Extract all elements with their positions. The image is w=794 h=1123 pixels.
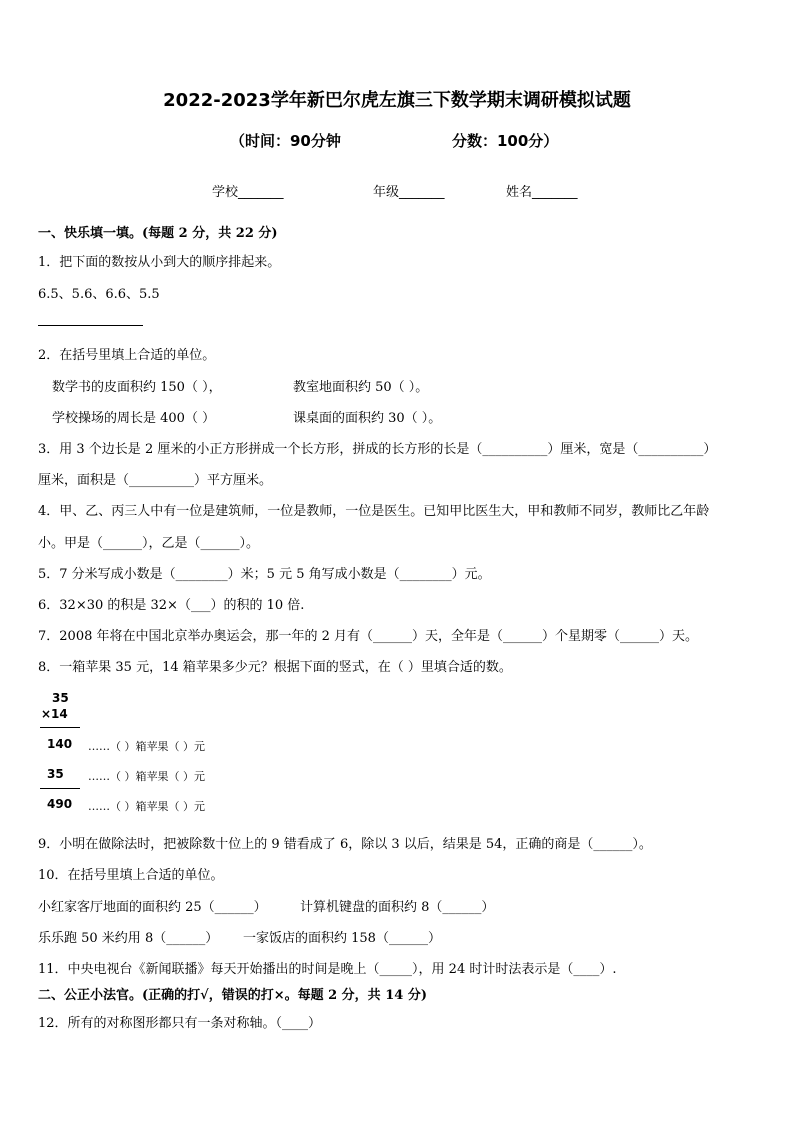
question-2: 2．在括号里填上合适的单位。 xyxy=(38,348,216,363)
question-1-numbers: 6.5、5.6、6.6、5.5 xyxy=(38,287,160,302)
question-2-c: 学校操场的周长是 400（ ） xyxy=(52,411,216,426)
question-2-a: 数学书的皮面积约 150（ ）， xyxy=(52,380,222,395)
calc-row-2: ……（ ）箱苹果（ ）元 xyxy=(88,770,205,783)
school-field[interactable]: 学校_______ xyxy=(212,185,284,200)
question-9: 9．小明在做除法时，把被除数十位上的 9 错看成了 6，除以 3 以后，结果是 54，正确的商是（______）。 xyxy=(38,837,652,852)
question-3-line-2: 厘米，面积是（__________）平方厘米。 xyxy=(38,473,273,488)
question-1: 1．把下面的数按从小到大的顺序排起来。 xyxy=(38,255,281,270)
answer-line[interactable] xyxy=(38,325,143,326)
question-10-d: 一家饭店的面积约 158（______） xyxy=(243,931,441,946)
calc-row-3: ……（ ）箱苹果（ ）元 xyxy=(88,800,205,813)
calc-result-1: 140 xyxy=(47,737,73,751)
question-8: 8．一箱苹果 35 元，14 箱苹果多少元？根据下面的竖式，在（ ）里填合适的数。 xyxy=(38,660,512,675)
question-2-d: 课桌面的面积约 30（ ）。 xyxy=(293,411,442,426)
question-10: 10．在括号里填上合适的单位。 xyxy=(38,868,224,883)
calc-divider xyxy=(40,727,80,728)
section-1-heading: 一、快乐填一填。(每题 2 分，共 22 分) xyxy=(38,226,278,241)
calc-result-3: 490 xyxy=(47,797,73,811)
calc-divider xyxy=(40,788,80,789)
question-4-line-1: 4．甲、乙、丙三人中有一位是建筑师，一位是教师，一位是医生。已知甲比医生大，甲和教师不同岁，教师比乙年龄 xyxy=(38,504,710,519)
question-7: 7．2008 年将在中国北京举办奥运会，那一年的 2 月有（______）天，全年是（______）个星期零（______）天。 xyxy=(38,629,699,644)
question-4-line-2: 小。甲是（______），乙是（______）。 xyxy=(38,536,260,551)
calc-multiplier: ×14 xyxy=(41,707,68,721)
question-12: 12．所有的对称图形都只有一条对称轴。（____） xyxy=(38,1016,322,1031)
section-2-heading: 二、公正小法官。(正确的打√，错误的打×。每题 2 分，共 14 分) xyxy=(38,988,427,1003)
calc-result-2: 35 xyxy=(47,767,64,781)
exam-time: （时间：90分钟 xyxy=(230,132,341,150)
calc-row-1: ……（ ）箱苹果（ ）元 xyxy=(88,740,205,753)
question-6: 6．32×30 的积是 32×（___）的积的 10 倍. xyxy=(38,598,305,613)
exam-score: 分数：100分） xyxy=(452,132,559,150)
question-10-b: 计算机键盘的面积约 8（______） xyxy=(300,900,495,915)
question-11: 11．中央电视台《新闻联播》每天开始播出的时间是晚上（_____），用 24 时计时法表示是（____）. xyxy=(38,962,617,977)
question-10-a: 小红家客厅地面的面积约 25（______） xyxy=(38,900,267,915)
question-2-b: 教室地面积约 50（ ）。 xyxy=(293,380,429,395)
question-3-line-1: 3．用 3 个边长是 2 厘米的小正方形拼成一个长方形，拼成的长方形的长是（__________）厘米，宽是（__________） xyxy=(38,442,717,457)
name-field[interactable]: 姓名_______ xyxy=(506,185,578,200)
calc-multiplicand: 35 xyxy=(52,691,69,705)
grade-field[interactable]: 年级_______ xyxy=(373,185,445,200)
page-title: 2022-2023学年新巴尔虎左旗三下数学期末调研模拟试题 xyxy=(163,90,631,111)
question-10-c: 乐乐跑 50 米约用 8（______） xyxy=(38,931,219,946)
question-5: 5．7 分米写成小数是（________）米；5 元 5 角写成小数是（________）元。 xyxy=(38,567,491,582)
